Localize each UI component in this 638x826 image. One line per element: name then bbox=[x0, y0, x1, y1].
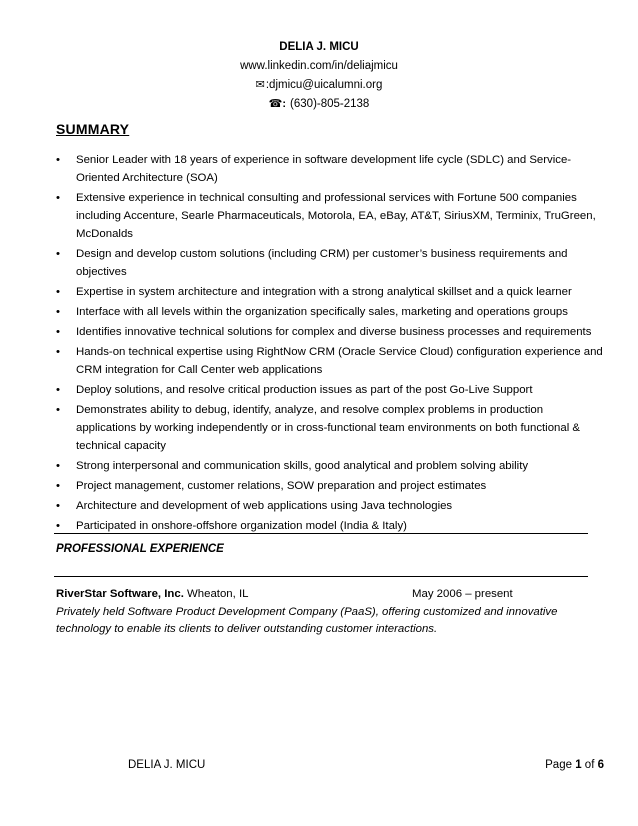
email-address[interactable]: :djmicu@uicalumni.org bbox=[265, 79, 383, 91]
page-number: Page 1 of 6 bbox=[545, 759, 604, 771]
section-divider-bottom bbox=[54, 576, 588, 577]
list-item: • Design and develop custom solutions (including CRM) per customer’s business requirements and objectives bbox=[56, 248, 568, 278]
page-footer bbox=[128, 759, 604, 771]
phone-icon: ☎: bbox=[268, 98, 287, 110]
list-item: • Expertise in system architecture and integration with a strong analytical skillset and a quick learner bbox=[56, 286, 572, 298]
job-dates: May 2006 – present bbox=[412, 588, 513, 600]
list-item: • Deploy solutions, and resolve critical production issues as part of the post Go-Live Support bbox=[56, 384, 533, 396]
list-item: • Extensive experience in technical consulting and professional services with Fortune 500 companies including Accenture, Searle Pharmaceuticals, Motorola, EA, eBay, AT&T, SiriusXM, Terminix, TruGreen, McDonalds bbox=[56, 192, 596, 240]
footer-name: DELIA J. MICU bbox=[128, 759, 206, 771]
job-entry bbox=[56, 586, 596, 639]
envelope-icon: ✉ bbox=[255, 79, 265, 91]
phone-number: (630)-805-2138 bbox=[290, 98, 370, 110]
candidate-name: DELIA J. MICU bbox=[279, 41, 359, 53]
summary-list bbox=[56, 151, 606, 537]
job-location: Wheaton, IL bbox=[183, 588, 249, 600]
list-item: • Identifies innovative technical solutions for complex and diverse business processes and requirements bbox=[56, 326, 592, 338]
phone-line bbox=[0, 95, 638, 114]
list-item: • Architecture and development of web applications using Java technologies bbox=[56, 500, 453, 512]
company-name: RiverStar Software, Inc. bbox=[56, 588, 184, 600]
company-description: Privately held Software Product Development Company (PaaS), offering customized and innovative technology to enable its clients to deliver outstanding customer interactions. bbox=[56, 605, 558, 635]
experience-heading: PROFESSIONAL EXPERIENCE bbox=[56, 543, 224, 555]
contact-header bbox=[0, 38, 638, 114]
list-item: • Senior Leader with 18 years of experience in software development life cycle (SDLC) and Service-Oriented Architecture (SOA) bbox=[56, 154, 572, 184]
summary-heading: SUMMARY bbox=[56, 121, 130, 137]
list-item: • Interface with all levels within the organization specifically sales, marketing and operations groups bbox=[56, 306, 568, 318]
list-item: • Demonstrates ability to debug, identify, analyze, and resolve complex problems in production applications by working independently or in cross-functional team environments on both functional & technical capacity bbox=[56, 404, 581, 452]
linkedin-link[interactable]: www.linkedin.com/in/deliajmicu bbox=[240, 60, 398, 72]
list-item: • Project management, customer relations, SOW preparation and project estimates bbox=[56, 480, 487, 492]
job-header bbox=[56, 586, 596, 604]
list-item: • Hands-on technical expertise using RightNow CRM (Oracle Service Cloud) configuration experience and CRM integration for Call Center web applications bbox=[56, 346, 603, 376]
list-item: • Participated in onshore-offshore organization model (India & Italy) bbox=[56, 520, 407, 532]
email-line bbox=[0, 76, 638, 95]
list-item: • Strong interpersonal and communication skills, good analytical and problem solving ability bbox=[56, 460, 529, 472]
section-divider-top bbox=[54, 533, 588, 534]
